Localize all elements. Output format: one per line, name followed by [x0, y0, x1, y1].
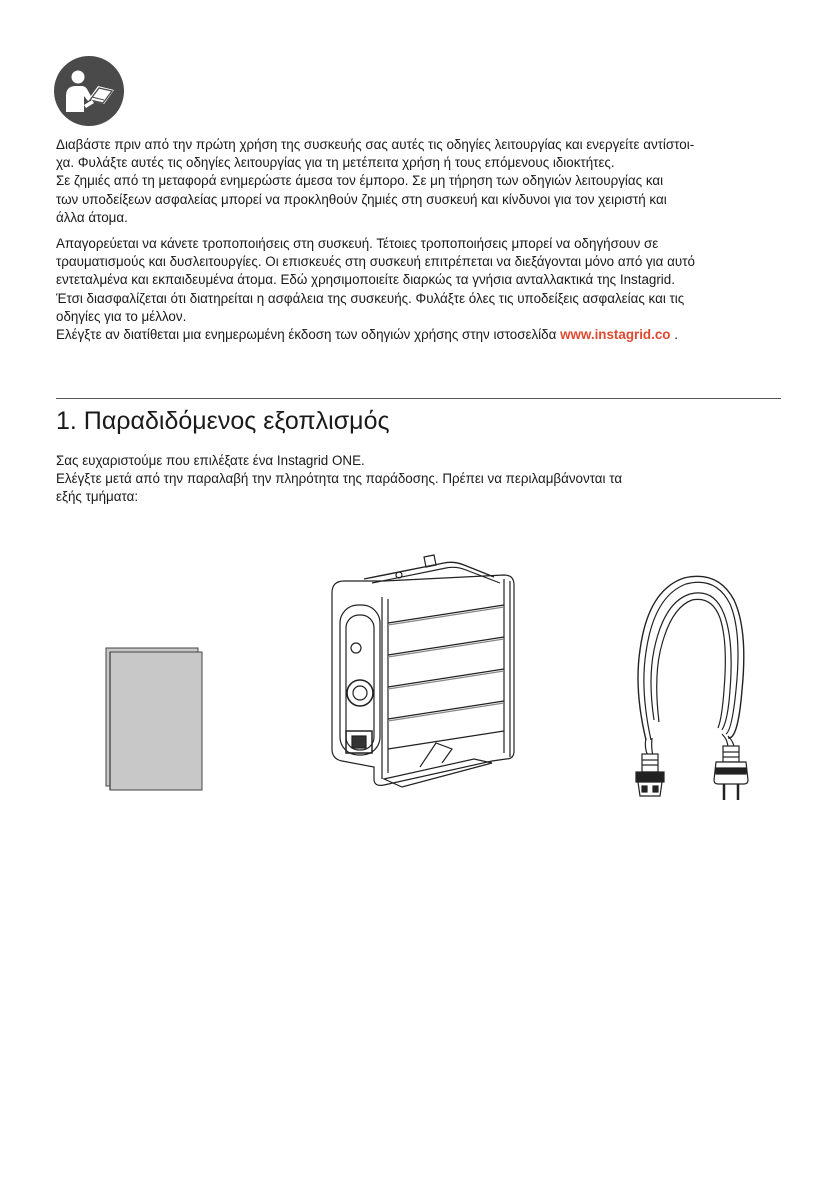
- section-heading: 1. Παραδιδόμενος εξοπλισμός: [56, 407, 390, 435]
- instagrid-one-illustration: [324, 553, 519, 798]
- update-check-line: [56, 326, 782, 344]
- charging-cable-illustration: [618, 570, 768, 815]
- website-link[interactable]: www.instagrid.co: [560, 327, 671, 343]
- read-manual-icon: [54, 56, 124, 126]
- intro-line: των υποδείξεων ασφαλείας μπορεί να προκληθούν ζημιές στη συσκευή και κίνδυνοι για τον χειριστή και: [56, 191, 667, 207]
- manual-booklet-illustration: [104, 646, 204, 796]
- intro-line: άλλα άτομα.: [56, 209, 128, 225]
- section-line: Ελέγξτε μετά από την παραλαβή την πληρότητα της παράδοσης. Πρέπει να περιλαμβάνονται τα: [56, 471, 623, 487]
- safety-line: εντεταλμένα και εκπαιδευμένα άτομα. Εδώ χρησιμοποιείτε διαρκώς τα γνήσια ανταλλακτικά της Instagrid.: [56, 272, 675, 288]
- section-divider: [56, 398, 781, 399]
- safety-line: Απαγορεύεται να κάνετε τροποποιήσεις στη συσκευή. Τέτοιες τροποποιήσεις μπορεί να οδηγήσουν σε: [56, 236, 659, 251]
- update-check-text: Ελέγξτε αν διατίθεται μια ενημερωμένη έκδοση των οδηγιών χρήσης στην ιστοσελίδα: [56, 327, 557, 343]
- intro-line: Σε ζημιές από τη μεταφορά ενημερώστε άμεσα τον έμπορο. Σε μη τήρηση των οδηγιών λειτουργίας και: [56, 173, 664, 189]
- safety-line: οδηγίες για το μέλλον.: [56, 308, 187, 324]
- section-line: Σας ευχαριστούμε που επιλέξατε ένα Instagrid ONE.: [56, 453, 365, 468]
- safety-line: Έτσι διασφαλίζεται ότι διατηρείται η ασφάλεια της συσκευής. Φυλάξτε όλες τις υποδείξεις ασφαλείας και τις: [56, 290, 685, 306]
- intro-paragraph: [56, 136, 782, 227]
- intro-line: Διαβάστε πριν από την πρώτη χρήση της συσκευής σας αυτές τις οδηγίες λειτουργίας και ενεργείτε αντίστοι-: [56, 137, 695, 152]
- update-check-suffix: .: [670, 327, 678, 343]
- safety-line: τραυματισμούς και δυσλειτουργίες. Οι επισκευές στη συσκευή επιτρέπεται να διεξάγονται μόνο από για αυτό: [56, 254, 695, 270]
- safety-paragraph: [56, 235, 782, 344]
- section-intro: [56, 452, 782, 507]
- section-line: εξής τμήματα:: [56, 489, 139, 505]
- intro-line: χα. Φυλάξτε αυτές τις οδηγίες λειτουργίας για τη μετέπειτα χρήση ή τους επόμενους ιδιοκτήτες.: [56, 155, 615, 171]
